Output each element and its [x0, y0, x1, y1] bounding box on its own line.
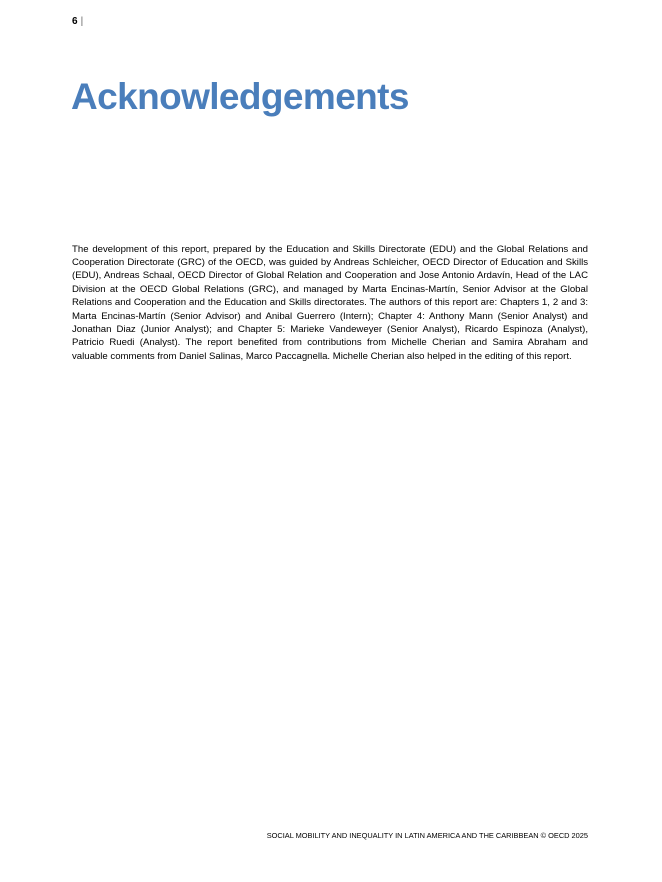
page-number: 6 [72, 16, 78, 27]
acknowledgements-paragraph: The development of this report, prepared by the Education and Skills Directorate (EDU) and the Global Relations and Cooperation Directorate (GRC) of the OECD, was guided by Andreas Schleicher, OECD Director of Education and Skills (EDU), Andreas Schaal, OECD Director of Global Relation and Cooperation and Jose Antonio Ardavín, Head of the LAC Division at the OECD Global Relations (GRC), and managed by Marta Encinas-Martín, Senior Advisor at the Global Relations and Cooperation and the Education and Skills directorates. The authors of this report are: Chapters 1, 2 and 3: Marta Encinas-Martín (Senior Advisor) and Anibal Guerrero (Intern); Chapter 4: Anthony Mann (Senior Analyst) and Jonathan Diaz (Junior Analyst); and Chapter 5: Marieke Vandeweyer (Senior Analyst), Ricardo Espinoza (Analyst), Patricio Ruedi (Analyst). The report benefited from contributions from Michelle Cherian and Samira Abraham and valuable comments from Daniel Salinas, Marco Paccagnella. Michelle Cherian also helped in the editing of this report. [72, 243, 588, 362]
page-number-header [72, 16, 83, 27]
page-title: Acknowledgements [71, 76, 409, 117]
page-separator: | [80, 16, 84, 27]
page-footer: SOCIAL MOBILITY AND INEQUALITY IN LATIN AMERICA AND THE CARIBBEAN © OECD 2025 [266, 831, 588, 840]
